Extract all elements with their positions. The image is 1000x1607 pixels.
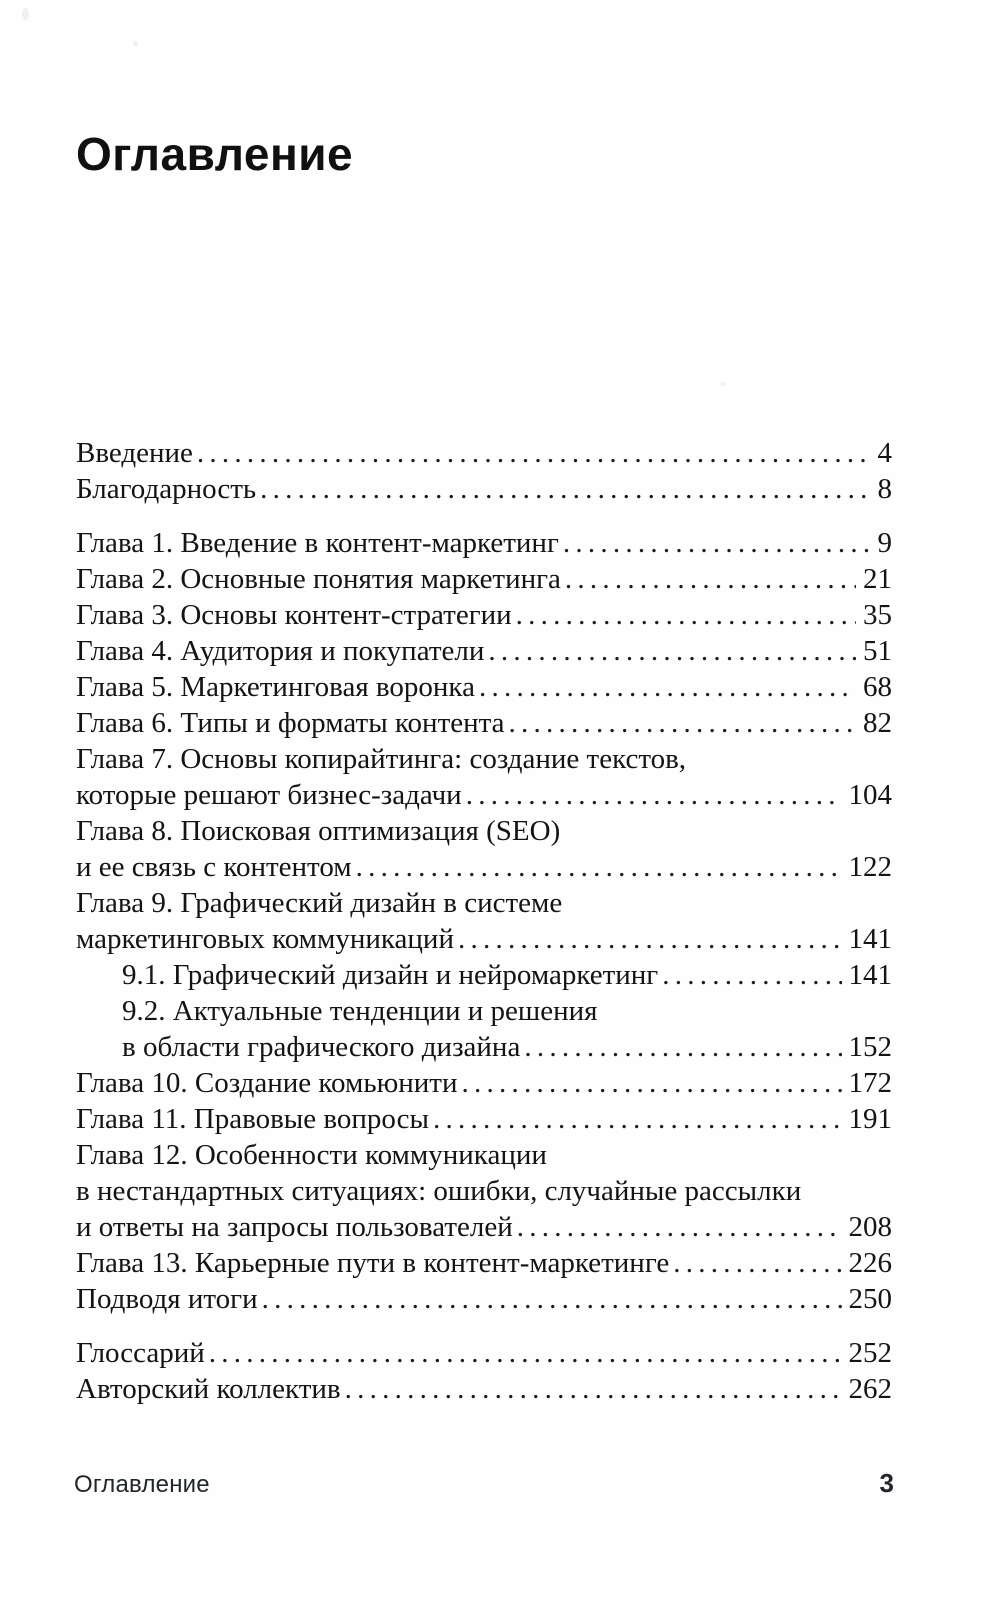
toc-entry-title: Введение: [76, 437, 193, 469]
dot-leader: [524, 1029, 841, 1065]
toc-entry-page-number: 250: [848, 1283, 892, 1315]
toc-entry-page-number: 68: [863, 671, 892, 703]
toc-row: [76, 993, 892, 1029]
toc-entry-title: Подводя итоги: [76, 1283, 258, 1315]
dot-leader: [209, 1335, 842, 1371]
dot-leader: [433, 1101, 842, 1137]
toc-row: [76, 777, 892, 813]
toc-row: [76, 525, 892, 561]
dot-leader: [565, 561, 856, 597]
toc-entry-page-number: 172: [848, 1067, 892, 1099]
scan-artifact: [133, 41, 138, 46]
footer-page-number: 3: [879, 1468, 894, 1498]
toc-entry-page-number: 104: [848, 779, 892, 811]
toc-row: [76, 813, 892, 849]
toc-row: [76, 1209, 892, 1245]
toc-entry-title: и ответы на запросы пользователей: [76, 1211, 513, 1243]
dot-leader: [479, 669, 856, 705]
toc-entry-title: в области графического дизайна: [122, 1031, 521, 1063]
toc-entry-title: Глава 3. Основы контент-стратегии: [76, 599, 512, 631]
dot-leader: [197, 435, 871, 471]
toc-entry-title: в нестандартных ситуациях: ошибки, случайные рассылки: [76, 1175, 802, 1207]
dot-leader: [662, 957, 841, 993]
toc-row: [76, 885, 892, 921]
toc-row: [76, 1065, 892, 1101]
dot-leader: [458, 921, 842, 957]
toc-entry-title: Авторский коллектив: [76, 1373, 341, 1405]
toc-row: [76, 1335, 892, 1371]
toc-entry-title: Глава 4. Аудитория и покупатели: [76, 635, 485, 667]
toc-entry-page-number: 122: [848, 851, 892, 883]
dot-leader: [509, 705, 856, 741]
toc-entry-page-number: 252: [848, 1337, 892, 1369]
dot-leader: [356, 849, 842, 885]
toc-entry-title: и ее связь с контентом: [76, 851, 352, 883]
toc-entry-title: Глава 2. Основные понятия маркетинга: [76, 563, 561, 595]
toc-entry-title: Глава 9. Графический дизайн в системе: [76, 887, 563, 919]
toc-list: [76, 435, 892, 1407]
toc-entry-page-number: 9: [877, 527, 892, 559]
toc-row: [76, 669, 892, 705]
toc-row: [76, 561, 892, 597]
toc-row: [76, 1029, 892, 1065]
toc-row: [76, 633, 892, 669]
toc-entry-page-number: 8: [877, 473, 892, 505]
toc-entry-title: которые решают бизнес-задачи: [76, 779, 462, 811]
toc-entry-title: Глава 8. Поисковая оптимизация (SEO): [76, 815, 561, 847]
toc-entry-page-number: 4: [877, 437, 892, 469]
toc-entry-title: 9.2. Актуальные тенденции и решения: [122, 995, 598, 1027]
dot-leader: [517, 1209, 842, 1245]
scan-artifact: [720, 382, 726, 386]
toc-entry-title: Глава 5. Маркетинговая воронка: [76, 671, 475, 703]
toc-entry-page-number: 262: [848, 1373, 892, 1405]
toc-row: [76, 1371, 892, 1407]
toc-entry-title: Глава 11. Правовые вопросы: [76, 1103, 429, 1135]
toc-row: [76, 921, 892, 957]
toc-entry-title: Глава 13. Карьерные пути в контент-маркетинге: [76, 1247, 670, 1279]
toc-row: [76, 597, 892, 633]
toc-entry-page-number: 208: [848, 1211, 892, 1243]
toc-entry-title: Глава 10. Создание комьюнити: [76, 1067, 458, 1099]
toc-row: [76, 705, 892, 741]
toc-entry-page-number: 141: [848, 923, 892, 955]
toc-row: [76, 1245, 892, 1281]
dot-leader: [345, 1371, 842, 1407]
dot-leader: [516, 597, 856, 633]
toc-entry-title: Глава 6. Типы и форматы контента: [76, 707, 505, 739]
scan-artifact: [22, 8, 29, 20]
toc-entry-page-number: 21: [863, 563, 892, 595]
dot-leader: [260, 471, 870, 507]
toc-entry-title: Глава 12. Особенности коммуникации: [76, 1139, 547, 1171]
toc-row: [76, 471, 892, 507]
dot-leader: [673, 1245, 841, 1281]
toc-entry-page-number: 51: [863, 635, 892, 667]
toc-entry-title: маркетинговых коммуникаций: [76, 923, 454, 955]
toc-entry-page-number: 152: [848, 1031, 892, 1063]
toc-entry-page-number: 82: [863, 707, 892, 739]
toc-entry-title: Глава 7. Основы копирайтинга: создание текстов,: [76, 743, 687, 775]
dot-leader: [461, 1065, 841, 1101]
dot-leader: [466, 777, 842, 813]
toc-entry-page-number: 191: [848, 1103, 892, 1135]
toc-row: [76, 1281, 892, 1317]
page-footer: [74, 1466, 894, 1502]
toc-entry-title: Глава 1. Введение в контент-маркетинг: [76, 527, 559, 559]
toc-entry-page-number: 141: [848, 959, 892, 991]
toc-entry-title: Глоссарий: [76, 1337, 205, 1369]
toc-entry-page-number: 35: [863, 599, 892, 631]
page-title: Оглавление: [76, 128, 354, 180]
dot-leader: [488, 633, 856, 669]
toc-row: [76, 1173, 892, 1209]
dot-leader: [563, 525, 871, 561]
footer-running-title: Оглавление: [74, 1471, 210, 1498]
toc-row: [76, 741, 892, 777]
toc-row: [76, 435, 892, 471]
toc-row: [76, 849, 892, 885]
toc-row: [76, 1101, 892, 1137]
toc-entry-page-number: 226: [848, 1247, 892, 1279]
toc-entry-title: Благодарность: [76, 473, 257, 505]
toc-row: [76, 1137, 892, 1173]
toc-entry-title: 9.1. Графический дизайн и нейромаркетинг: [122, 959, 659, 991]
dot-leader: [262, 1281, 842, 1317]
toc-row: [76, 957, 892, 993]
